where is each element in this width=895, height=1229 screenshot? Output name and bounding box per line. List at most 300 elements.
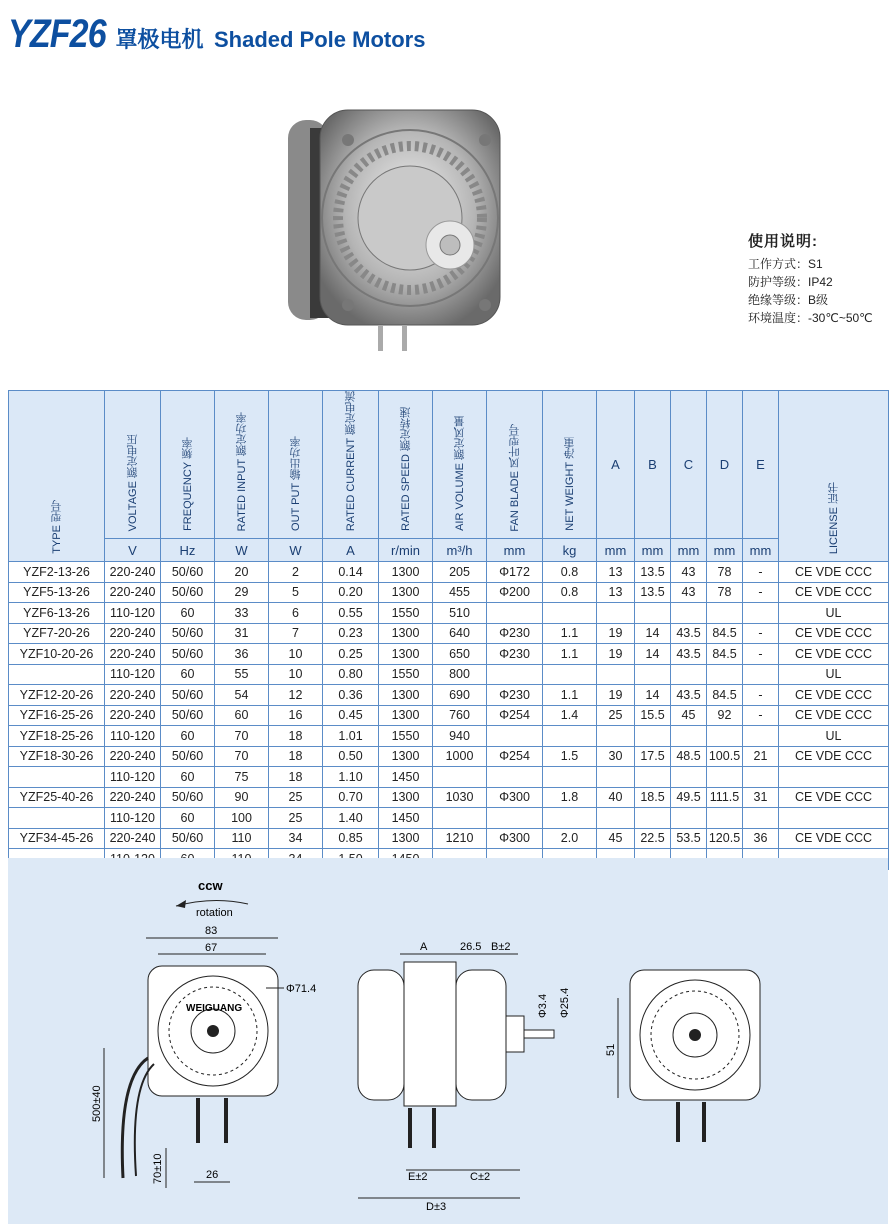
arrow-head xyxy=(176,900,186,908)
table-cell: 78 xyxy=(707,582,743,603)
table-cell: 2.0 xyxy=(543,828,597,849)
table-cell xyxy=(707,808,743,829)
table-cell: 90 xyxy=(215,787,269,808)
table-row xyxy=(9,746,889,767)
dim-500: 500±40 xyxy=(91,1085,103,1122)
unit: W xyxy=(269,539,323,562)
table-cell: 100 xyxy=(215,808,269,829)
table-cell: 75 xyxy=(215,767,269,788)
unit: kg xyxy=(543,539,597,562)
table-cell: YZF18-25-26 xyxy=(9,726,105,747)
table-cell: 1.40 xyxy=(323,808,379,829)
table-cell: YZF34-45-26 xyxy=(9,828,105,849)
table-cell: 17.5 xyxy=(635,746,671,767)
table-cell: 10 xyxy=(269,664,323,685)
table-cell: - xyxy=(743,582,779,603)
table-cell: 92 xyxy=(707,705,743,726)
table-cell: 50/60 xyxy=(161,562,215,583)
table-cell xyxy=(743,726,779,747)
table-cell: 53.5 xyxy=(671,828,707,849)
table-cell: 760 xyxy=(433,705,487,726)
table-cell: 50/60 xyxy=(161,828,215,849)
table-cell: 0.8 xyxy=(543,582,597,603)
header-type: TYPE 型号 xyxy=(9,391,105,562)
usage-heading: 使用说明: xyxy=(748,233,818,250)
table-cell xyxy=(543,726,597,747)
table-cell xyxy=(543,664,597,685)
dimension-drawing xyxy=(8,858,888,1224)
dim-26-5: 26.5 xyxy=(460,941,482,953)
table-cell: CE VDE CCC xyxy=(779,623,889,644)
table-cell: 33 xyxy=(215,603,269,624)
table-cell: 54 xyxy=(215,685,269,706)
shaft-end xyxy=(524,1030,554,1038)
table-cell: 1300 xyxy=(379,644,433,665)
dim-70: 70±10 xyxy=(152,1153,164,1184)
table-cell: 220-240 xyxy=(105,828,161,849)
table-cell: CE VDE CCC xyxy=(779,787,889,808)
unit: m³/h xyxy=(433,539,487,562)
table-cell: 110 xyxy=(215,828,269,849)
table-cell: 1210 xyxy=(433,828,487,849)
header-output: OUT PUT 输出功率 xyxy=(269,391,323,539)
table-cell: 14 xyxy=(635,644,671,665)
terminal-pin xyxy=(676,1102,680,1142)
table-cell: 16 xyxy=(269,705,323,726)
table-cell: 36 xyxy=(743,828,779,849)
table-cell xyxy=(487,726,543,747)
page-title xyxy=(8,12,425,57)
table-cell xyxy=(671,808,707,829)
terminal-pin xyxy=(196,1098,200,1143)
rotation-arrow xyxy=(176,900,248,906)
table-cell: 36 xyxy=(215,644,269,665)
table-cell: 15.5 xyxy=(635,705,671,726)
table-cell xyxy=(671,603,707,624)
table-cell: 220-240 xyxy=(105,623,161,644)
table-cell: 640 xyxy=(433,623,487,644)
table-cell: 43.5 xyxy=(671,623,707,644)
table-cell: 43.5 xyxy=(671,685,707,706)
table-row xyxy=(9,808,889,829)
table-cell: UL xyxy=(779,726,889,747)
table-cell xyxy=(635,664,671,685)
table-cell xyxy=(635,603,671,624)
table-cell: 1450 xyxy=(379,808,433,829)
table-cell: 0.36 xyxy=(323,685,379,706)
table-cell: 1300 xyxy=(379,746,433,767)
table-cell xyxy=(487,664,543,685)
table-cell: 1.1 xyxy=(543,644,597,665)
table-cell: 6 xyxy=(269,603,323,624)
table-cell: 1000 xyxy=(433,746,487,767)
table-cell: 60 xyxy=(161,767,215,788)
table-cell: 60 xyxy=(161,726,215,747)
table-cell: 1550 xyxy=(379,603,433,624)
table-cell: 50/60 xyxy=(161,685,215,706)
header-blade: FAN BLADE 风叶型号 xyxy=(487,391,543,539)
table-row xyxy=(9,705,889,726)
table-cell xyxy=(707,726,743,747)
table-row xyxy=(9,787,889,808)
table-cell: CE VDE CCC xyxy=(779,685,889,706)
table-cell xyxy=(707,664,743,685)
table-cell xyxy=(487,808,543,829)
usage-line: 绝缘等级：B级 xyxy=(748,293,829,307)
table-cell: YZF10-20-26 xyxy=(9,644,105,665)
dim-a: A xyxy=(420,941,428,953)
table-cell: 45 xyxy=(671,705,707,726)
dim-51: 51 xyxy=(605,1043,617,1056)
header-input: RATED INPUT 额定功率 xyxy=(215,391,269,539)
table-cell: 43 xyxy=(671,562,707,583)
motor-photo xyxy=(280,100,510,355)
table-row xyxy=(9,623,889,644)
table-cell: 1300 xyxy=(379,562,433,583)
table-cell xyxy=(743,603,779,624)
table-cell: 84.5 xyxy=(707,644,743,665)
bearing-boss xyxy=(506,1016,524,1052)
dim-67: 67 xyxy=(205,942,218,954)
table-cell xyxy=(635,726,671,747)
usage-line: 防护等级：IP42 xyxy=(748,275,833,289)
table-cell xyxy=(9,808,105,829)
table-cell: YZF6-13-26 xyxy=(9,603,105,624)
table-cell: 70 xyxy=(215,746,269,767)
table-cell: 21 xyxy=(743,746,779,767)
table-cell: 1300 xyxy=(379,685,433,706)
table-cell: 0.45 xyxy=(323,705,379,726)
table-cell xyxy=(487,603,543,624)
terminal-pin xyxy=(408,1108,412,1148)
table-cell: 1.8 xyxy=(543,787,597,808)
unit: A xyxy=(323,539,379,562)
table-cell: YZF16-25-26 xyxy=(9,705,105,726)
table-cell: 1.4 xyxy=(543,705,597,726)
dim-d: D±3 xyxy=(426,1201,447,1213)
dim-diameter-71-4: Φ71.4 xyxy=(286,983,317,995)
dim-26: 26 xyxy=(206,1169,219,1181)
table-cell: 220-240 xyxy=(105,705,161,726)
unit: mm xyxy=(707,539,743,562)
table-cell: 0.14 xyxy=(323,562,379,583)
table-cell: 205 xyxy=(433,562,487,583)
table-cell xyxy=(433,808,487,829)
table-cell: 1.5 xyxy=(543,746,597,767)
table-cell: 18.5 xyxy=(635,787,671,808)
table-cell: 1300 xyxy=(379,787,433,808)
table-cell: 45 xyxy=(597,828,635,849)
table-cell: 49.5 xyxy=(671,787,707,808)
table-cell: 0.20 xyxy=(323,582,379,603)
header-a: A xyxy=(597,391,635,539)
table-row xyxy=(9,685,889,706)
header-e: E xyxy=(743,391,779,539)
table-cell: 1300 xyxy=(379,828,433,849)
table-cell xyxy=(779,808,889,829)
table-cell: 84.5 xyxy=(707,623,743,644)
table-cell: 220-240 xyxy=(105,582,161,603)
terminal-pin xyxy=(702,1102,706,1142)
table-cell: 18 xyxy=(269,746,323,767)
table-cell xyxy=(743,664,779,685)
table-row xyxy=(9,664,889,685)
table-cell xyxy=(671,664,707,685)
side-housing xyxy=(358,970,404,1100)
table-cell: 78 xyxy=(707,562,743,583)
table-cell: 110-120 xyxy=(105,808,161,829)
table-cell: 220-240 xyxy=(105,562,161,583)
table-cell: 7 xyxy=(269,623,323,644)
title-zh: 罩极电机 xyxy=(115,27,204,52)
side-housing xyxy=(456,970,506,1100)
dim-diameter-25-4: Φ25.4 xyxy=(559,987,571,1018)
table-cell: 120.5 xyxy=(707,828,743,849)
table-cell: 111.5 xyxy=(707,787,743,808)
table-cell: 110-120 xyxy=(105,767,161,788)
table-cell: 13.5 xyxy=(635,582,671,603)
table-cell: 0.25 xyxy=(323,644,379,665)
table-cell: 31 xyxy=(743,787,779,808)
table-cell: 800 xyxy=(433,664,487,685)
table-cell: 0.50 xyxy=(323,746,379,767)
unit: r/min xyxy=(379,539,433,562)
spec-table-body xyxy=(9,562,889,870)
usage-line: 工作方式：S1 xyxy=(748,257,823,271)
table-cell: 25 xyxy=(597,705,635,726)
table-cell: CE VDE CCC xyxy=(779,828,889,849)
table-cell: 60 xyxy=(215,705,269,726)
table-cell: 19 xyxy=(597,644,635,665)
table-cell: 0.85 xyxy=(323,828,379,849)
table-cell: 48.5 xyxy=(671,746,707,767)
table-cell: 1.01 xyxy=(323,726,379,747)
header-c: C xyxy=(671,391,707,539)
header-current: RATED CURRENT 额定电流 xyxy=(323,391,379,539)
table-cell: 43.5 xyxy=(671,644,707,665)
table-cell: Φ300 xyxy=(487,787,543,808)
unit: mm xyxy=(671,539,707,562)
table-cell: 50/60 xyxy=(161,623,215,644)
table-row xyxy=(9,828,889,849)
table-cell: 1550 xyxy=(379,726,433,747)
table-cell xyxy=(597,664,635,685)
header-b: B xyxy=(635,391,671,539)
table-cell: 13 xyxy=(597,582,635,603)
table-cell: UL xyxy=(779,664,889,685)
table-cell: 690 xyxy=(433,685,487,706)
table-cell xyxy=(543,603,597,624)
table-cell: 31 xyxy=(215,623,269,644)
table-cell xyxy=(543,808,597,829)
table-cell: YZF7-20-26 xyxy=(9,623,105,644)
table-cell: Φ254 xyxy=(487,746,543,767)
table-cell: CE VDE CCC xyxy=(779,705,889,726)
header-license: LICENSE 证书 xyxy=(779,391,889,562)
table-cell: 0.23 xyxy=(323,623,379,644)
table-cell xyxy=(671,767,707,788)
dim-c: C±2 xyxy=(470,1171,491,1183)
table-cell: CE VDE CCC xyxy=(779,746,889,767)
table-row xyxy=(9,562,889,583)
dim-e: E±2 xyxy=(408,1171,428,1183)
table-cell xyxy=(9,767,105,788)
table-row xyxy=(9,726,889,747)
table-cell: 40 xyxy=(597,787,635,808)
table-cell xyxy=(707,767,743,788)
table-cell: 1300 xyxy=(379,582,433,603)
table-cell: CE VDE CCC xyxy=(779,562,889,583)
table-cell: UL xyxy=(779,603,889,624)
table-cell: 14 xyxy=(635,623,671,644)
table-cell: 70 xyxy=(215,726,269,747)
terminal-pin xyxy=(432,1108,436,1148)
table-row xyxy=(9,767,889,788)
table-cell xyxy=(743,808,779,829)
side-core xyxy=(404,962,456,1106)
table-cell: 18 xyxy=(269,767,323,788)
table-cell xyxy=(743,767,779,788)
table-cell: 60 xyxy=(161,664,215,685)
table-cell: Φ254 xyxy=(487,705,543,726)
table-cell: YZF18-30-26 xyxy=(9,746,105,767)
table-cell: Φ230 xyxy=(487,644,543,665)
header-d: D xyxy=(707,391,743,539)
dim-diameter-3-4: Φ3.4 xyxy=(537,993,549,1018)
dim-b: B±2 xyxy=(491,941,511,953)
table-cell: 50/60 xyxy=(161,582,215,603)
table-cell: YZF2-13-26 xyxy=(9,562,105,583)
table-cell xyxy=(433,767,487,788)
table-cell: 13.5 xyxy=(635,562,671,583)
table-cell: 1.10 xyxy=(323,767,379,788)
table-cell xyxy=(597,808,635,829)
table-cell: 2 xyxy=(269,562,323,583)
table-cell: 22.5 xyxy=(635,828,671,849)
table-cell: 43 xyxy=(671,582,707,603)
table-cell: 50/60 xyxy=(161,787,215,808)
shaft xyxy=(207,1025,219,1037)
table-cell xyxy=(635,808,671,829)
table-cell: 29 xyxy=(215,582,269,603)
table-cell: 110-120 xyxy=(105,603,161,624)
rear-view xyxy=(605,970,760,1142)
table-cell: 1300 xyxy=(379,623,433,644)
table-cell: - xyxy=(743,644,779,665)
table-cell: 1450 xyxy=(379,767,433,788)
table-cell: 25 xyxy=(269,808,323,829)
table-cell xyxy=(779,767,889,788)
table-cell: 110-120 xyxy=(105,664,161,685)
table-cell: 25 xyxy=(269,787,323,808)
table-cell: 84.5 xyxy=(707,685,743,706)
table-cell: 30 xyxy=(597,746,635,767)
table-cell: 50/60 xyxy=(161,644,215,665)
usage-notes xyxy=(748,233,873,327)
brand-mark: WEIGUANG xyxy=(186,1003,243,1014)
unit: Hz xyxy=(161,539,215,562)
rotation-label: rotation xyxy=(196,907,233,919)
ccw-label: ccw xyxy=(198,878,223,893)
table-cell: Φ230 xyxy=(487,623,543,644)
table-cell: 455 xyxy=(433,582,487,603)
rear-shaft xyxy=(689,1029,701,1041)
table-cell: 940 xyxy=(433,726,487,747)
table-cell: 0.80 xyxy=(323,664,379,685)
table-cell: 100.5 xyxy=(707,746,743,767)
unit: W xyxy=(215,539,269,562)
table-cell: 1.1 xyxy=(543,623,597,644)
dim-83: 83 xyxy=(205,925,218,937)
table-cell: 0.8 xyxy=(543,562,597,583)
table-cell: Φ172 xyxy=(487,562,543,583)
table-cell: 510 xyxy=(433,603,487,624)
table-cell xyxy=(597,726,635,747)
table-cell: Φ230 xyxy=(487,685,543,706)
table-cell: 60 xyxy=(161,603,215,624)
front-view xyxy=(91,925,316,1188)
table-cell: 220-240 xyxy=(105,644,161,665)
table-cell: 5 xyxy=(269,582,323,603)
unit: mm xyxy=(597,539,635,562)
table-row xyxy=(9,603,889,624)
table-cell: 0.70 xyxy=(323,787,379,808)
table-cell: 1550 xyxy=(379,664,433,685)
table-cell: YZF12-20-26 xyxy=(9,685,105,706)
header-weight: NET WEIGHT 净重 xyxy=(543,391,597,539)
table-cell: 0.55 xyxy=(323,603,379,624)
table-cell: 50/60 xyxy=(161,705,215,726)
table-cell: 18 xyxy=(269,726,323,747)
table-cell: 1030 xyxy=(433,787,487,808)
table-row xyxy=(9,644,889,665)
table-cell: CE VDE CCC xyxy=(779,644,889,665)
table-cell xyxy=(635,767,671,788)
header-speed: RATED SPEED 额定转速 xyxy=(379,391,433,539)
table-cell: 10 xyxy=(269,644,323,665)
table-cell: Φ200 xyxy=(487,582,543,603)
header-voltage: VOLTAGE 额定电压 xyxy=(105,391,161,539)
table-cell: 12 xyxy=(269,685,323,706)
table-cell: YZF25-40-26 xyxy=(9,787,105,808)
usage-line: 环境温度：-30℃~50℃ xyxy=(748,311,873,325)
header-frequency: FREQUENCY 频率 xyxy=(161,391,215,539)
table-cell: 220-240 xyxy=(105,746,161,767)
table-cell: 55 xyxy=(215,664,269,685)
title-en: Shaded Pole Motors xyxy=(213,27,426,52)
table-cell: 650 xyxy=(433,644,487,665)
table-cell: 19 xyxy=(597,623,635,644)
drawing-svg xyxy=(8,858,888,1224)
table-cell: - xyxy=(743,623,779,644)
table-cell: - xyxy=(743,685,779,706)
table-cell: 1.1 xyxy=(543,685,597,706)
table-cell: - xyxy=(743,562,779,583)
unit: mm xyxy=(635,539,671,562)
table-cell xyxy=(597,767,635,788)
table-cell: 60 xyxy=(161,808,215,829)
table-cell: YZF5-13-26 xyxy=(9,582,105,603)
table-cell: 220-240 xyxy=(105,685,161,706)
spec-table xyxy=(8,390,889,870)
table-cell xyxy=(671,726,707,747)
table-row xyxy=(9,582,889,603)
table-cell: 19 xyxy=(597,685,635,706)
unit: mm xyxy=(743,539,779,562)
table-cell: 110-120 xyxy=(105,726,161,747)
header-air: AIR VOLUME 额定风量 xyxy=(433,391,487,539)
unit: mm xyxy=(487,539,543,562)
